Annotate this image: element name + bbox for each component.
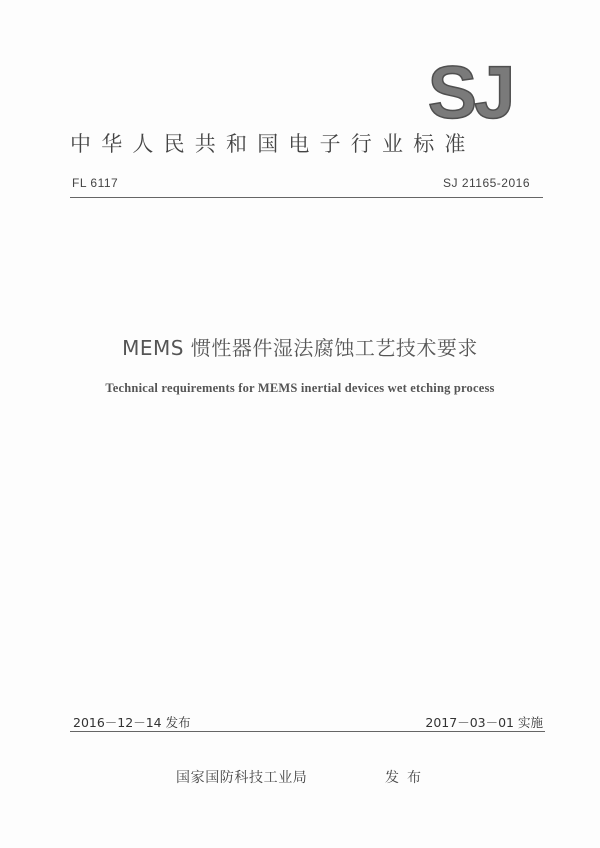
standard-number: SJ 21165-2016 <box>442 176 530 190</box>
document-title-chinese: MEMS 惯性器件湿法腐蚀工艺技术要求 <box>122 336 478 360</box>
sj-logo <box>420 56 520 128</box>
classification-number: FL 6117 <box>72 176 119 190</box>
implementation-date: 2017－03－01 实施 <box>425 715 543 730</box>
svg-text:SJ: SJ <box>427 56 513 128</box>
bottom-divider <box>70 731 545 732</box>
publisher-name: 国家国防科技工业局 <box>176 770 308 786</box>
document-title-english: Technical requirements for MEMS inertial devices wet etching process <box>105 381 495 395</box>
issue-date: 2016－12－14 发布 <box>73 715 191 730</box>
top-divider <box>70 197 543 198</box>
sj-logo-graphic <box>420 56 520 128</box>
publish-label: 发布 <box>385 770 429 786</box>
org-title: 中华人民共和国电子行业标准 <box>70 132 476 156</box>
